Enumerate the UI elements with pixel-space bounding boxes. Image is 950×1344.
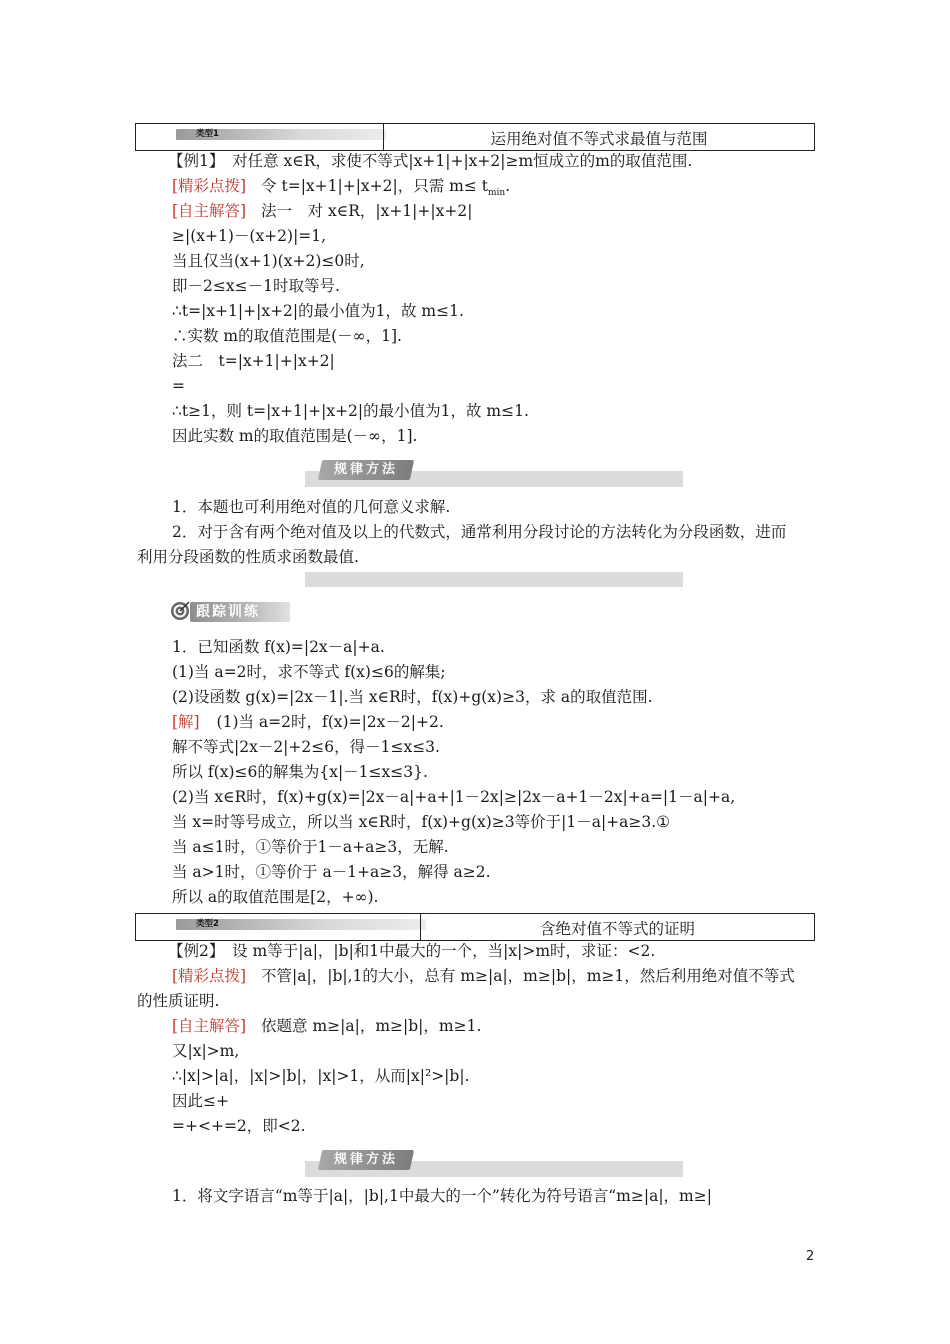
ex2-line7: 因此≤+ <box>172 1092 229 1110</box>
ex1-answer-label: [自主解答] <box>172 202 247 220</box>
ex1-hint-end: . <box>505 177 511 195</box>
practice-line6: 所以 f(x)≤6的解集为{x|－1≤x≤3}. <box>172 763 428 781</box>
type1-title: 运用绝对值不等式求最值与范围 <box>490 130 708 148</box>
method1-p1: 1．本题也可利用绝对值的几何意义求解. <box>172 498 451 516</box>
practice-solution <box>172 712 444 732</box>
ex2-line3: 的性质证明. <box>137 992 220 1010</box>
ex1-line9: 法二 t=|x+1|+|x+2| <box>172 352 335 370</box>
ex1-line4: ≥|(x+1)－(x+2)|=1, <box>172 227 327 245</box>
ex1-line8: ∴实数 m的取值范围是(－∞，1]. <box>172 327 402 345</box>
ex2-hint <box>172 966 795 986</box>
type2-tag <box>176 919 426 930</box>
follow-label: 跟踪训练 <box>190 602 290 622</box>
ex1-line12: 因此实数 m的取值范围是(－∞，1]. <box>172 427 418 445</box>
practice-line9: 当 a≤1时，①等价于1－a+a≥3，无解. <box>172 838 449 856</box>
ex1-answer-start <box>172 201 472 221</box>
practice-line2: (1)当 a=2时，求不等式 f(x)≤6的解集; <box>172 663 446 681</box>
practice-line8: 当 x=时等号成立，所以当 x∈R时，f(x)+g(x)≥3等价于|1－a|+a≥3.① <box>172 813 671 831</box>
practice-line10: 当 a>1时，①等价于 a－1+a≥3，解得 a≥2. <box>172 863 491 881</box>
method1-end-bar <box>305 572 683 587</box>
method1-p2a: 2．对于含有两个绝对值及以上的代数式，通常利用分段讨论的方法转化为分段函数，进而 <box>172 523 787 541</box>
ex1-answer-text: 法一 对 x∈R，|x+1|+|x+2| <box>261 202 473 220</box>
type1-tag-label: 类型1 <box>196 129 219 139</box>
method2-tag-label: 规律方法 <box>333 1152 398 1167</box>
method1-p2b: 利用分段函数的性质求函数最值. <box>137 548 359 566</box>
ex1-line5: 当且仅当(x+1)(x+2)≤0时, <box>172 252 365 270</box>
ex2-hint-text: 不管|a|，|b|,1的大小，总有 m≥|a|，m≥|b|，m≥1，然后利用绝对值不等式 <box>261 967 795 985</box>
type1-tag <box>176 129 386 140</box>
ex2-line8: =+<+=2，即<2. <box>172 1117 306 1135</box>
practice-solution-text: (1)当 a=2时，f(x)=|2x－2|+2. <box>216 713 444 731</box>
ex2-answer-label: [自主解答] <box>172 1017 247 1035</box>
type2-title: 含绝对值不等式的证明 <box>539 920 695 938</box>
ex1-line11: ∴t≥1，则 t=|x+1|+|x+2|的最小值为1，故 m≤1. <box>172 402 529 420</box>
ex1-line10: = <box>172 377 185 395</box>
ex2-answer <box>172 1016 481 1036</box>
practice-line1: 1．已知函数 f(x)=|2x－a|+a. <box>172 638 385 656</box>
method2-p1: 1．将文字语言“m等于|a|，|b|,1中最大的一个”转化为符号语言“m≥|a|，m≥| <box>172 1187 712 1205</box>
practice-line7: (2)当 x∈R时，f(x)+g(x)=|2x－a|+a+|1－2x|≥|2x－a+1－2x|+a=|1－a|+a, <box>172 788 736 806</box>
ex2-problem: 【例2】 设 m等于|a|，|b|和1中最大的一个，当|x|>m时，求证：<2. <box>168 942 656 960</box>
ex2-hint-label: [精彩点拨] <box>172 967 247 985</box>
type1-header <box>135 123 815 151</box>
ex1-line7: ∴t=|x+1|+|x+2|的最小值为1，故 m≤1. <box>172 302 464 320</box>
ex1-hint-text: 令 t=|x+1|+|x+2|，只需 m≤ t <box>261 177 489 195</box>
ex1-hint-sub: min <box>488 188 506 199</box>
ex1-line6: 即－2≤x≤－1时取等号. <box>172 277 340 295</box>
practice-solution-label: [解] <box>172 713 200 731</box>
type2-header <box>135 913 815 941</box>
ex1-hint-label: [精彩点拨] <box>172 177 247 195</box>
page-number: 2 <box>806 1249 815 1264</box>
follow-header <box>170 601 292 623</box>
target-icon <box>170 601 190 621</box>
ex1-problem: 【例1】 对任意 x∈R，求使不等式|x+1|+|x+2|≥m恒成立的m的取值范围. <box>168 152 693 170</box>
type2-tag-label: 类型2 <box>196 919 219 929</box>
practice-line11: 所以 a的取值范围是[2，+∞). <box>172 888 379 906</box>
method2-tag <box>318 1150 414 1170</box>
ex2-answer-text: 依题意 m≥|a|，m≥|b|，m≥1. <box>261 1017 482 1035</box>
method1-tag-label: 规律方法 <box>333 462 398 477</box>
method1-tag <box>318 460 414 480</box>
ex2-line5: 又|x|>m, <box>172 1042 240 1060</box>
practice-line5: 解不等式|2x－2|+2≤6，得－1≤x≤3. <box>172 738 440 756</box>
practice-line3: (2)设函数 g(x)=|2x－1|.当 x∈R时，f(x)+g(x)≥3，求 a的取值范围. <box>172 688 653 706</box>
ex2-line6: ∴|x|>|a|，|x|>|b|，|x|>1，从而|x|²>|b|. <box>172 1067 470 1085</box>
ex1-hint <box>172 176 510 203</box>
